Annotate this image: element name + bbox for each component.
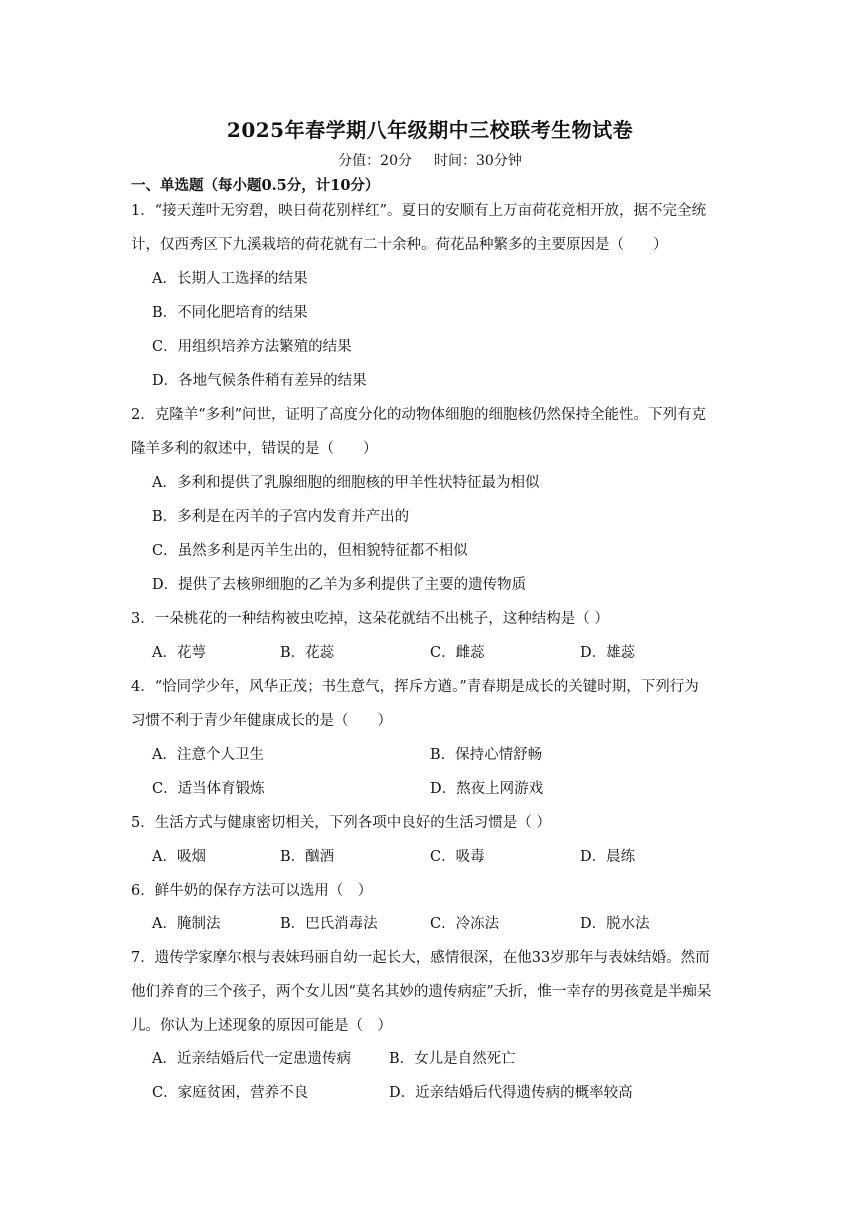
question-7-line-3: 儿。你认为上述现象的原因可能是（ ）: [131, 1018, 392, 1034]
question-3-option-c: C．雌蕊: [430, 645, 485, 661]
question-3-option-a: A．花萼: [152, 645, 206, 661]
time-info: 时间：30分钟: [434, 153, 522, 169]
question-7-option-b: B．女儿是自然死亡: [389, 1051, 516, 1067]
question-2-option-d: D．提供了去核卵细胞的乙羊为多利提供了主要的遗传物质: [152, 577, 527, 593]
question-2-option-a: A．多利和提供了乳腺细胞的细胞核的甲羊性状特征最为相似: [152, 475, 540, 491]
question-4-line-1: 4．“恰同学少年，风华正茂；书生意气，挥斥方遒。”青春期是成长的关键时期，下列行为: [131, 679, 699, 695]
question-3-option-b: B．花蕊: [280, 645, 335, 661]
question-4-option-d: D．熬夜上网游戏: [430, 781, 544, 797]
question-3-line-1: 3．一朵桃花的一种结构被虫吃掉，这朵花就结不出桃子，这种结构是（ ）: [131, 611, 609, 627]
question-7-line-1: 7．遗传学家摩尔根与表妹玛丽自幼一起长大，感情很深，在他33岁那年与表妹结婚。然而: [131, 950, 710, 966]
question-5-line-1: 5．生活方式与健康密切相关，下列各项中良好的生活习惯是（ ）: [131, 815, 551, 831]
question-1-line-2: 计，仅西秀区下九溪栽培的荷花就有二十余种。荷花品种繁多的主要原因是（ ）: [131, 237, 668, 253]
question-1-option-a: A．长期人工选择的结果: [152, 271, 308, 287]
question-1-line-1: 1．“接天莲叶无穷碧，映日荷花别样红”。夏日的安顺有上万亩荷花竞相开放，据不完全统: [131, 203, 707, 219]
score-info: 分值：20分: [338, 153, 412, 169]
question-7-option-d: D．近亲结婚后代得遗传病的概率较高: [389, 1085, 633, 1101]
question-6-option-c: C．冷冻法: [430, 916, 500, 932]
question-2-option-c: C．虽然多利是丙羊生出的，但相貌特征都不相似: [152, 543, 468, 559]
question-3-option-d: D．雄蕊: [580, 645, 636, 661]
question-2-line-2: 隆羊多利的叙述中，错误的是（ ）: [131, 441, 378, 457]
question-5-option-d: D．晨练: [580, 849, 636, 865]
question-2-option-b: B．多利是在丙羊的子宫内发育并产出的: [152, 509, 410, 525]
section-heading: 一、单选题（每小题0.5分，计10分）: [131, 177, 380, 194]
exam-meta: [0, 150, 860, 170]
question-4-option-a: A．注意个人卫生: [152, 747, 264, 763]
question-4-option-c: C．适当体育锻炼: [152, 781, 265, 797]
question-5-option-a: A．吸烟: [152, 849, 206, 865]
question-7-option-c: C．家庭贫困，营养不良: [152, 1085, 309, 1101]
question-5-option-c: C．吸毒: [430, 849, 485, 865]
question-7-option-a: A．近亲结婚后代一定患遗传病: [152, 1051, 351, 1067]
question-1-option-c: C．用组织培养方法繁殖的结果: [152, 339, 352, 355]
question-1-option-d: D．各地气候条件稍有差异的结果: [152, 373, 367, 389]
exam-title: 2025年春学期八年级期中三校联考生物试卷: [226, 118, 634, 142]
question-6-option-d: D．脱水法: [580, 916, 650, 932]
question-6-option-b: B．巴氏消毒法: [280, 916, 378, 932]
question-1-option-b: B．不同化肥培育的结果: [152, 305, 308, 321]
question-5-option-b: B．酗酒: [280, 849, 335, 865]
question-6-line-1: 6．鲜牛奶的保存方法可以选用（ ）: [131, 883, 373, 899]
question-7-line-2: 他们养育的三个孩子，两个女儿因“莫名其妙的遗传病症”夭折，惟一幸存的男孩竟是半痴呆: [131, 984, 712, 1000]
question-6-option-a: A．腌制法: [152, 916, 221, 932]
question-4-option-b: B．保持心情舒畅: [430, 747, 543, 763]
question-2-line-1: 2．克隆羊“多利”问世，证明了高度分化的动物体细胞的细胞核仍然保持全能性。下列有克: [131, 407, 707, 423]
question-4-line-2: 习惯不利于青少年健康成长的是（ ）: [131, 713, 392, 729]
